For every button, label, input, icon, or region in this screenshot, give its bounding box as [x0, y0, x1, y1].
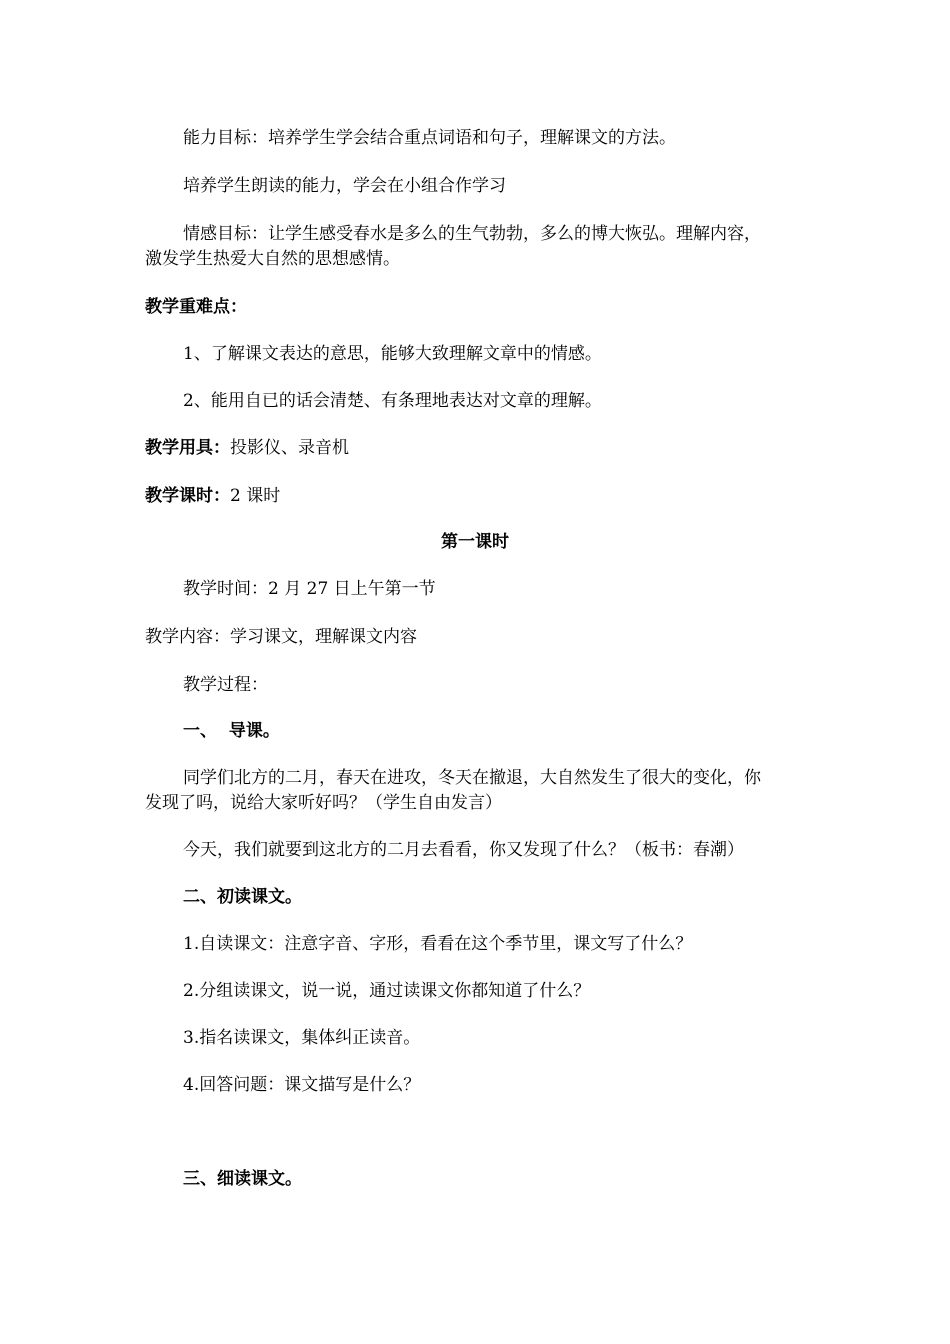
section-1-heading: 一、 导课。	[183, 721, 280, 741]
section-3-heading: 三、细读课文。	[183, 1169, 302, 1189]
tools-label: 教学用具：	[145, 438, 230, 458]
teaching-time: 教学时间：2 月 27 日上午第一节	[183, 579, 436, 599]
step-4: 4.回答问题：课文描写是什么？	[183, 1075, 421, 1095]
hours-value: 2 课时	[230, 486, 281, 506]
teaching-tools	[145, 436, 349, 460]
teaching-hours	[145, 484, 280, 508]
intro-line2: 发现了吗，说给大家听好吗？（学生自由发言）	[145, 793, 502, 813]
step-3: 3.指名读课文，集体纠正读音。	[183, 1028, 421, 1048]
lesson-title: 第一课时	[441, 532, 509, 552]
step-2: 2.分组读课文，说一说，通过读课文你都知道了什么？	[183, 981, 591, 1001]
key-points-heading: 教学重难点：	[145, 297, 247, 317]
teaching-content: 教学内容：学习课文，理解课文内容	[145, 627, 417, 647]
today-paragraph: 今天，我们就要到这北方的二月去看看，你又发现了什么？（板书：春潮）	[183, 840, 744, 860]
teaching-process: 教学过程：	[183, 675, 268, 695]
key-point-2: 2、能用自已的话会清楚、有条理地表达对文章的理解。	[183, 391, 602, 411]
ability-goal: 能力目标：培养学生学会结合重点词语和句子，理解课文的方法。	[183, 128, 676, 148]
tools-value: 投影仪、录音机	[230, 438, 349, 458]
emotion-goal-line1: 情感目标：让学生感受春水是多么的生气勃勃，多么的博大恢弘。理解内容，	[183, 224, 761, 244]
hours-label: 教学课时：	[145, 486, 230, 506]
emotion-goal-line2: 激发学生热爱大自然的思想感情。	[145, 249, 400, 269]
step-1: 1.自读课文：注意字音、字形，看看在这个季节里，课文写了什么？	[183, 934, 693, 954]
section-2-heading: 二、初读课文。	[183, 887, 302, 907]
reading-goal: 培养学生朗读的能力，学会在小组合作学习	[183, 176, 506, 196]
intro-line1: 同学们北方的二月，春天在进攻，冬天在撤退，大自然发生了很大的变化，你	[183, 768, 761, 788]
key-point-1: 1、了解课文表达的意思，能够大致理解文章中的情感。	[183, 344, 602, 364]
